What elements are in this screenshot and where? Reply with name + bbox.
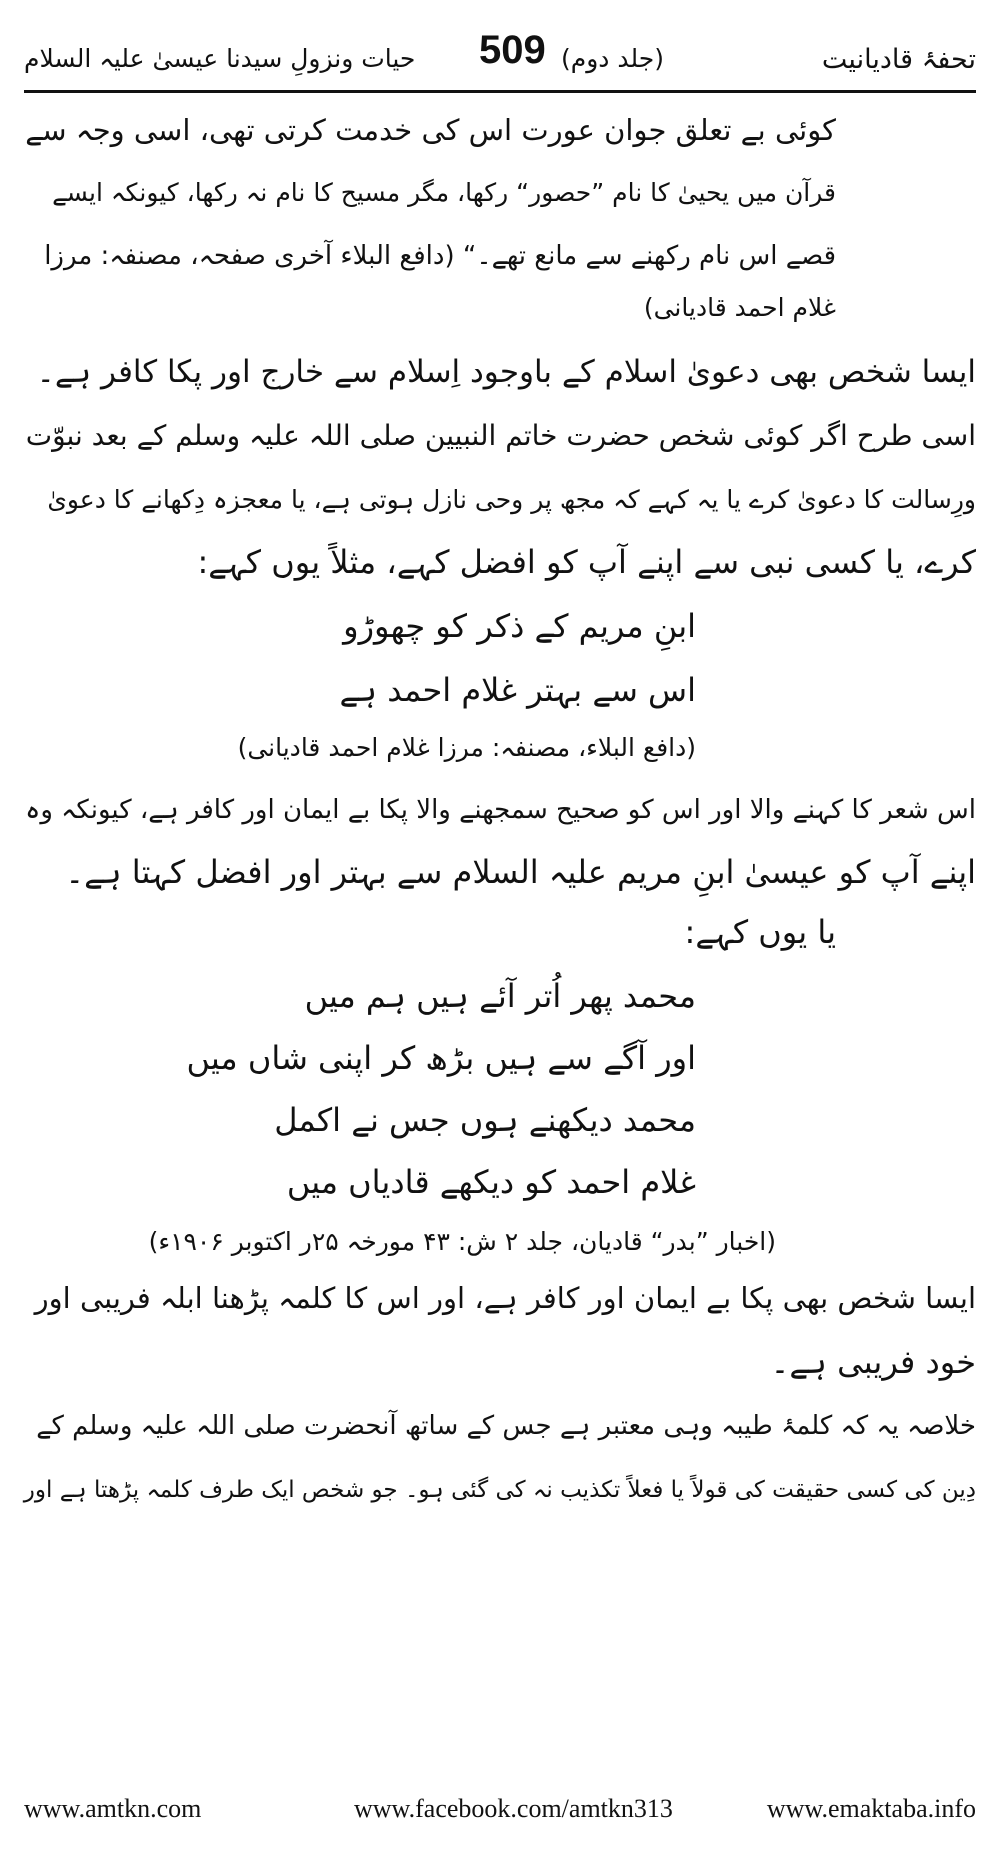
text-line: ایسا شخص بھی پکا بے ایمان اور کافر ہے، اور اس کا کلمہ پڑھنا ابلہ فریبی اور [34,1281,976,1315]
header-rule [24,90,976,93]
text-line: خود فریبی ہے۔ [770,1343,976,1381]
verse-line: غلام احمد کو دیکھے قادیاں میں [286,1163,696,1201]
page-footer [24,1790,976,1830]
text-line: دِین کی کسی حقیقت کی قولاً یا فعلاً تکذیب نہ کی گئی ہو۔ جو شخص ایک طرف کلمہ پڑھتا ہے اور [23,1477,976,1503]
verse-line: اس سے بہتر غلام احمد ہے [339,671,696,709]
text-line: اس شعر کا کہنے والا اور اس کو صحیح سمجھنے والا پکا بے ایمان اور کافر ہے، کیونکہ وہ [25,795,976,825]
text-line: ورِسالت کا دعویٰ کرے یا یہ کہے کہ مجھ پر وحی نازل ہوتی ہے، یا معجزہ دِکھانے کا دعویٰ [47,485,976,514]
citation: (دافع البلاء، مصنفہ: مرزا غلام احمد قادیانی) [237,733,696,762]
page-header [24,28,976,88]
chapter-title: حیات ونزولِ سیدنا عیسیٰ علیہ السلام [24,44,416,73]
volume-label: (جلد دوم) [561,44,664,73]
page-number: 509 [479,28,546,72]
footer-link-amtkn[interactable]: www.amtkn.com [24,1794,202,1823]
text-line: قرآن میں یحییٰ کا نام ”حصور“ رکھا، مگر مسیح کا نام نہ رکھا، کیونکہ ایسے [52,178,836,207]
citation: (اخبار ”بدر“ قادیان، جلد ۲ ش: ۴۳ مورخہ ۲۵ر اکتوبر ۱۹۰۶ء) [148,1227,776,1256]
text-line: ایسا شخص بھی دعویٰ اسلام کے باوجود اِسلام سے خارج اور پکا کافر ہے۔ [36,354,976,390]
citation: غلام احمد قادیانی) [643,293,836,322]
verse-line: محمد پھر اُتر آئے ہیں ہم میں [304,977,696,1015]
text-line: خلاصہ یہ کہ کلمۂ طیبہ وہی معتبر ہے جس کے ساتھ آنحضرت صلی اللہ علیہ وسلم کے [36,1411,976,1441]
verse-line: ابنِ مریم کے ذکر کو چھوڑو [343,607,696,645]
text-line: اسی طرح اگر کوئی شخص حضرت خاتم النبیین صلی اللہ علیہ وسلم کے بعد نبوّت [25,419,976,452]
text-line: قصے اس نام رکھنے سے مانع تھے۔“ (دافع البلاء آخری صفحہ، مصنفہ: مرزا [44,241,836,271]
footer-link-facebook[interactable]: www.facebook.com/amtkn313 [354,1794,673,1823]
text-line: کرے، یا کسی نبی سے اپنے آپ کو افضل کہے، مثلاً یوں کہے: [197,543,976,581]
page-body [24,110,976,1775]
footer-link-emaktaba[interactable]: www.emaktaba.info [766,1794,976,1823]
verse-line: اور آگے سے ہیں بڑھ کر اپنی شاں میں [186,1039,696,1077]
text-line: کوئی بے تعلق جوان عورت اس کی خدمت کرتی تھی، اسی وجہ سے [25,113,836,147]
verse-line: محمد دیکھنے ہوں جس نے اکمل [274,1101,696,1139]
text-line: اپنے آپ کو عیسیٰ ابنِ مریم علیہ السلام سے بہتر اور افضل کہتا ہے۔ [65,853,976,891]
text-line: یا یوں کہے: [684,913,836,951]
book-title: تحفۂ قادیانیت [821,44,976,75]
